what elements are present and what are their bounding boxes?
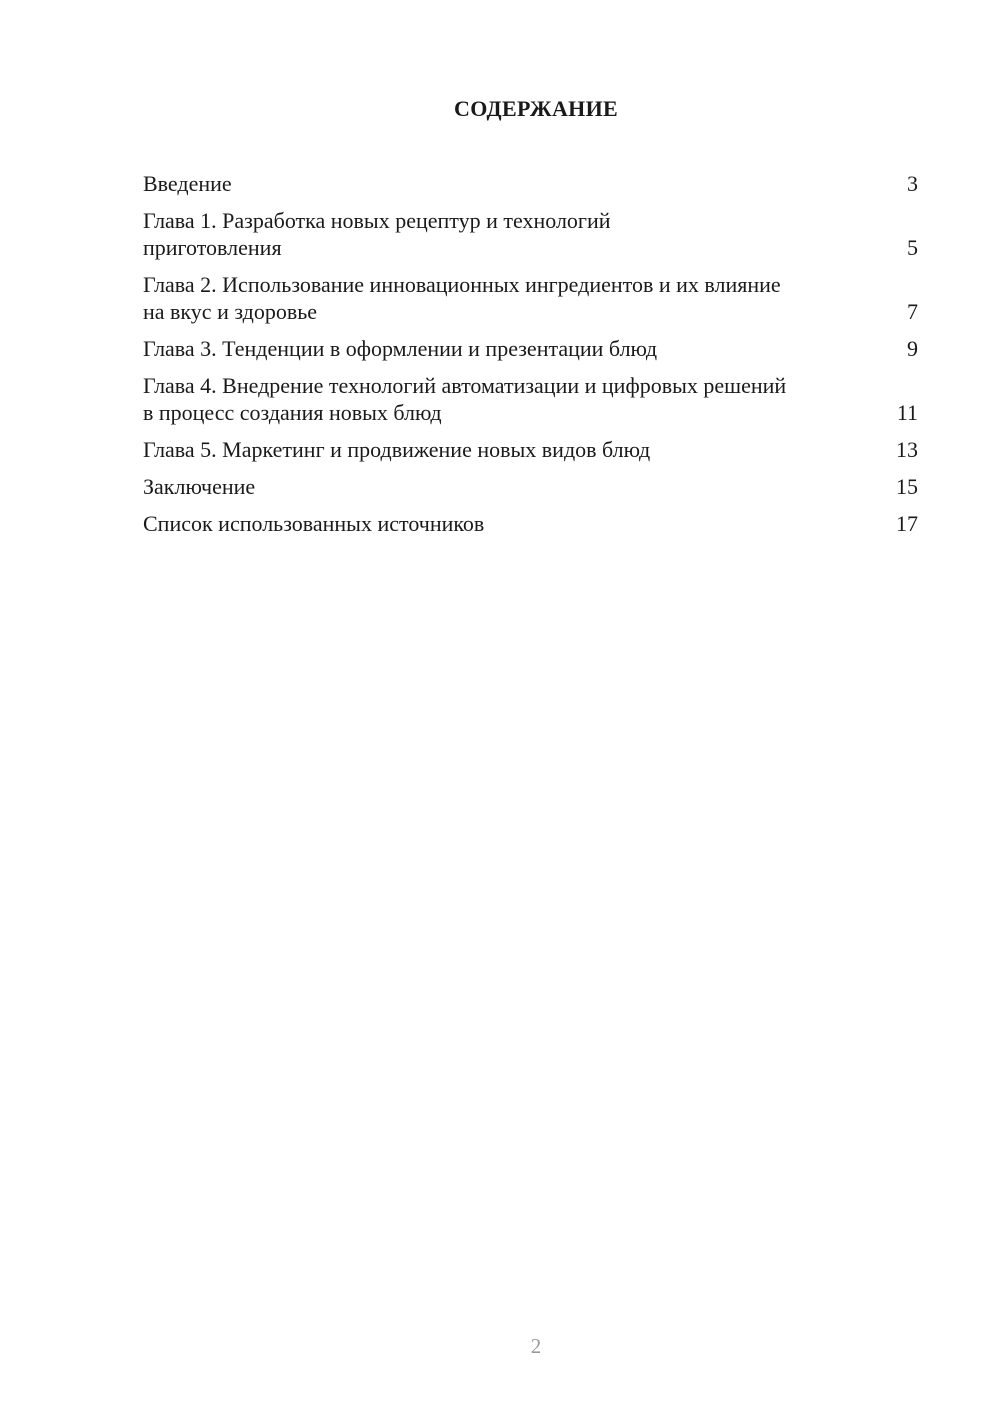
toc-entry-text: Список использованных источников [143, 511, 485, 536]
toc-entry-text: Глава 4. Внедрение технологий автоматизации и цифровых решений в процесс создания новых блюд [143, 373, 787, 425]
toc-entry-page: 15 [896, 474, 918, 499]
toc-entry-page: 3 [907, 171, 918, 196]
toc-entry-page: 7 [907, 299, 918, 324]
table-of-contents [143, 170, 918, 547]
toc-entry [143, 207, 918, 261]
toc-entry-page: 11 [896, 400, 918, 425]
page-title: СОДЕРЖАНИЕ [454, 96, 618, 121]
toc-entry-text: Глава 1. Разработка новых рецептур и технологий приготовления [143, 208, 611, 260]
toc-entry-text: Введение [143, 171, 232, 196]
toc-entry [143, 473, 918, 500]
toc-entry [143, 271, 918, 325]
toc-entry-page: 17 [896, 511, 918, 536]
toc-entry-page: 13 [896, 437, 918, 462]
page-number: 2 [530, 1334, 542, 1358]
toc-entry-text: Глава 5. Маркетинг и продвижение новых видов блюд [143, 437, 651, 462]
toc-entry-text: Глава 3. Тенденции в оформлении и презентации блюд [143, 336, 658, 361]
toc-entry-text: Глава 2. Использование инновационных ингредиентов и их влияние на вкус и здоровье [143, 272, 781, 324]
toc-entry [143, 170, 918, 197]
toc-entry-text: Заключение [143, 474, 256, 499]
toc-entry [143, 372, 918, 426]
toc-entry-page: 9 [907, 336, 918, 361]
toc-entry [143, 436, 918, 463]
toc-entry [143, 510, 918, 537]
toc-entry [143, 335, 918, 362]
toc-entry-page: 5 [907, 235, 918, 260]
